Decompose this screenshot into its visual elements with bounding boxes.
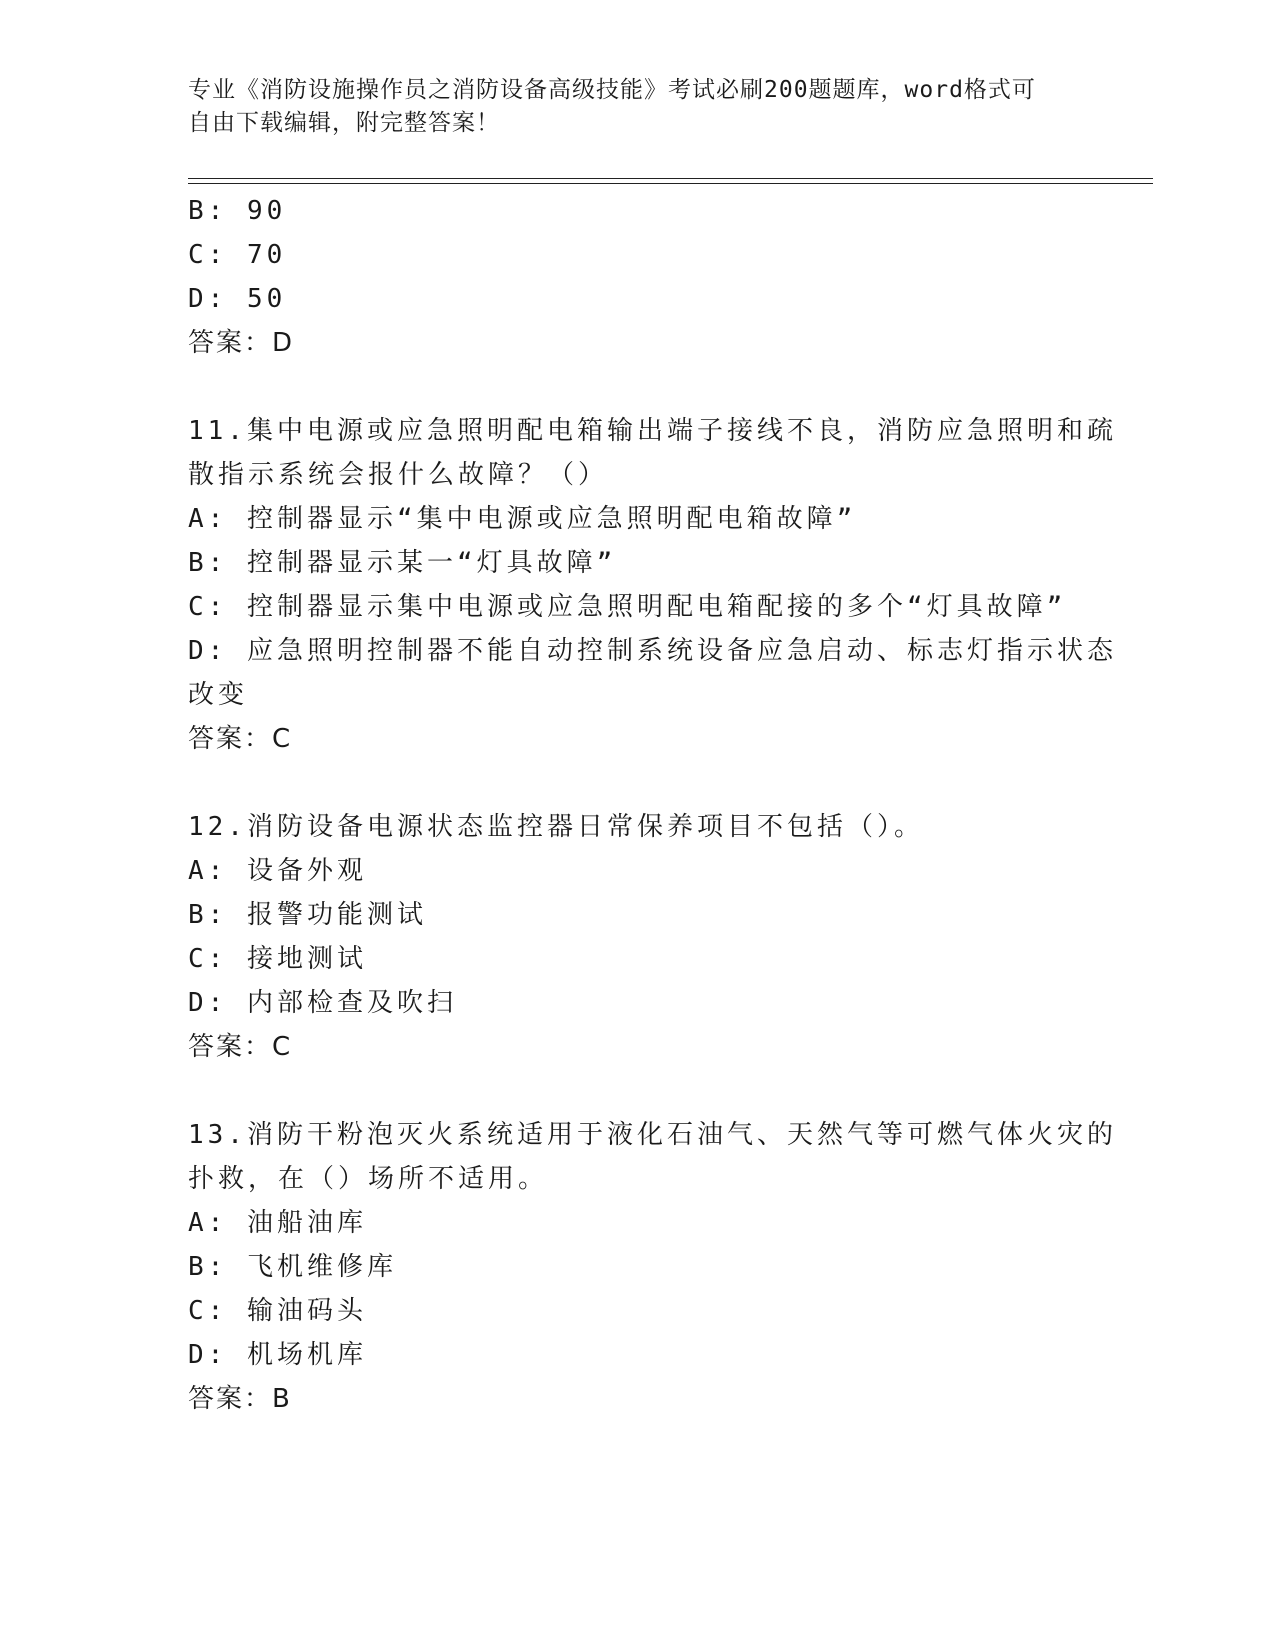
option-a: A: 设备外观 xyxy=(188,856,367,886)
option-d: D: 50 xyxy=(188,284,287,314)
option-a: A: 油船油库 xyxy=(188,1208,367,1238)
question-stem: 13.消防干粉泡灭火系统适用于液化石油气、天然气等可燃气体火灾的 xyxy=(188,1120,1117,1150)
header-divider-bottom xyxy=(188,183,1153,184)
answer: 答案：C xyxy=(188,724,293,754)
option-b: B: 90 xyxy=(188,196,287,226)
option-c: C: 70 xyxy=(188,240,287,270)
header-line-2: 自由下载编辑，附完整答案！ xyxy=(188,110,500,136)
option-d: D: 机场机库 xyxy=(188,1340,367,1370)
header-line-1: 专业《消防设施操作员之消防设备高级技能》考试必刷200题题库，word格式可 xyxy=(188,77,1036,103)
option-c: C: 接地测试 xyxy=(188,944,367,974)
option-c: C: 控制器显示集中电源或应急照明配电箱配接的多个“灯具故障” xyxy=(188,592,1067,622)
option-b: B: 飞机维修库 xyxy=(188,1252,397,1282)
option-b: B: 报警功能测试 xyxy=(188,900,427,930)
option-d-cont: 改变 xyxy=(188,680,249,710)
option-c: C: 输油码头 xyxy=(188,1296,367,1326)
option-d: D: 应急照明控制器不能自动控制系统设备应急启动、标志灯指示状态 xyxy=(188,636,1117,666)
option-d: D: 内部检查及吹扫 xyxy=(188,988,457,1018)
answer: 答案：B xyxy=(188,1384,292,1414)
question-stem-cont: 扑救，在（）场所不适用。 xyxy=(188,1164,549,1194)
option-b: B: 控制器显示某一“灯具故障” xyxy=(188,548,617,578)
answer: 答案：D xyxy=(188,328,295,358)
question-stem: 11.集中电源或应急照明配电箱输出端子接线不良，消防应急照明和疏 xyxy=(188,416,1117,446)
header-divider-top xyxy=(188,178,1153,179)
question-stem: 12.消防设备电源状态监控器日常保养项目不包括（）。 xyxy=(188,812,924,842)
question-stem-cont: 散指示系统会报什么故障？（） xyxy=(188,460,609,490)
document-header xyxy=(188,74,1088,140)
answer: 答案：C xyxy=(188,1032,293,1062)
option-a: A: 控制器显示“集中电源或应急照明配电箱故障” xyxy=(188,504,857,534)
